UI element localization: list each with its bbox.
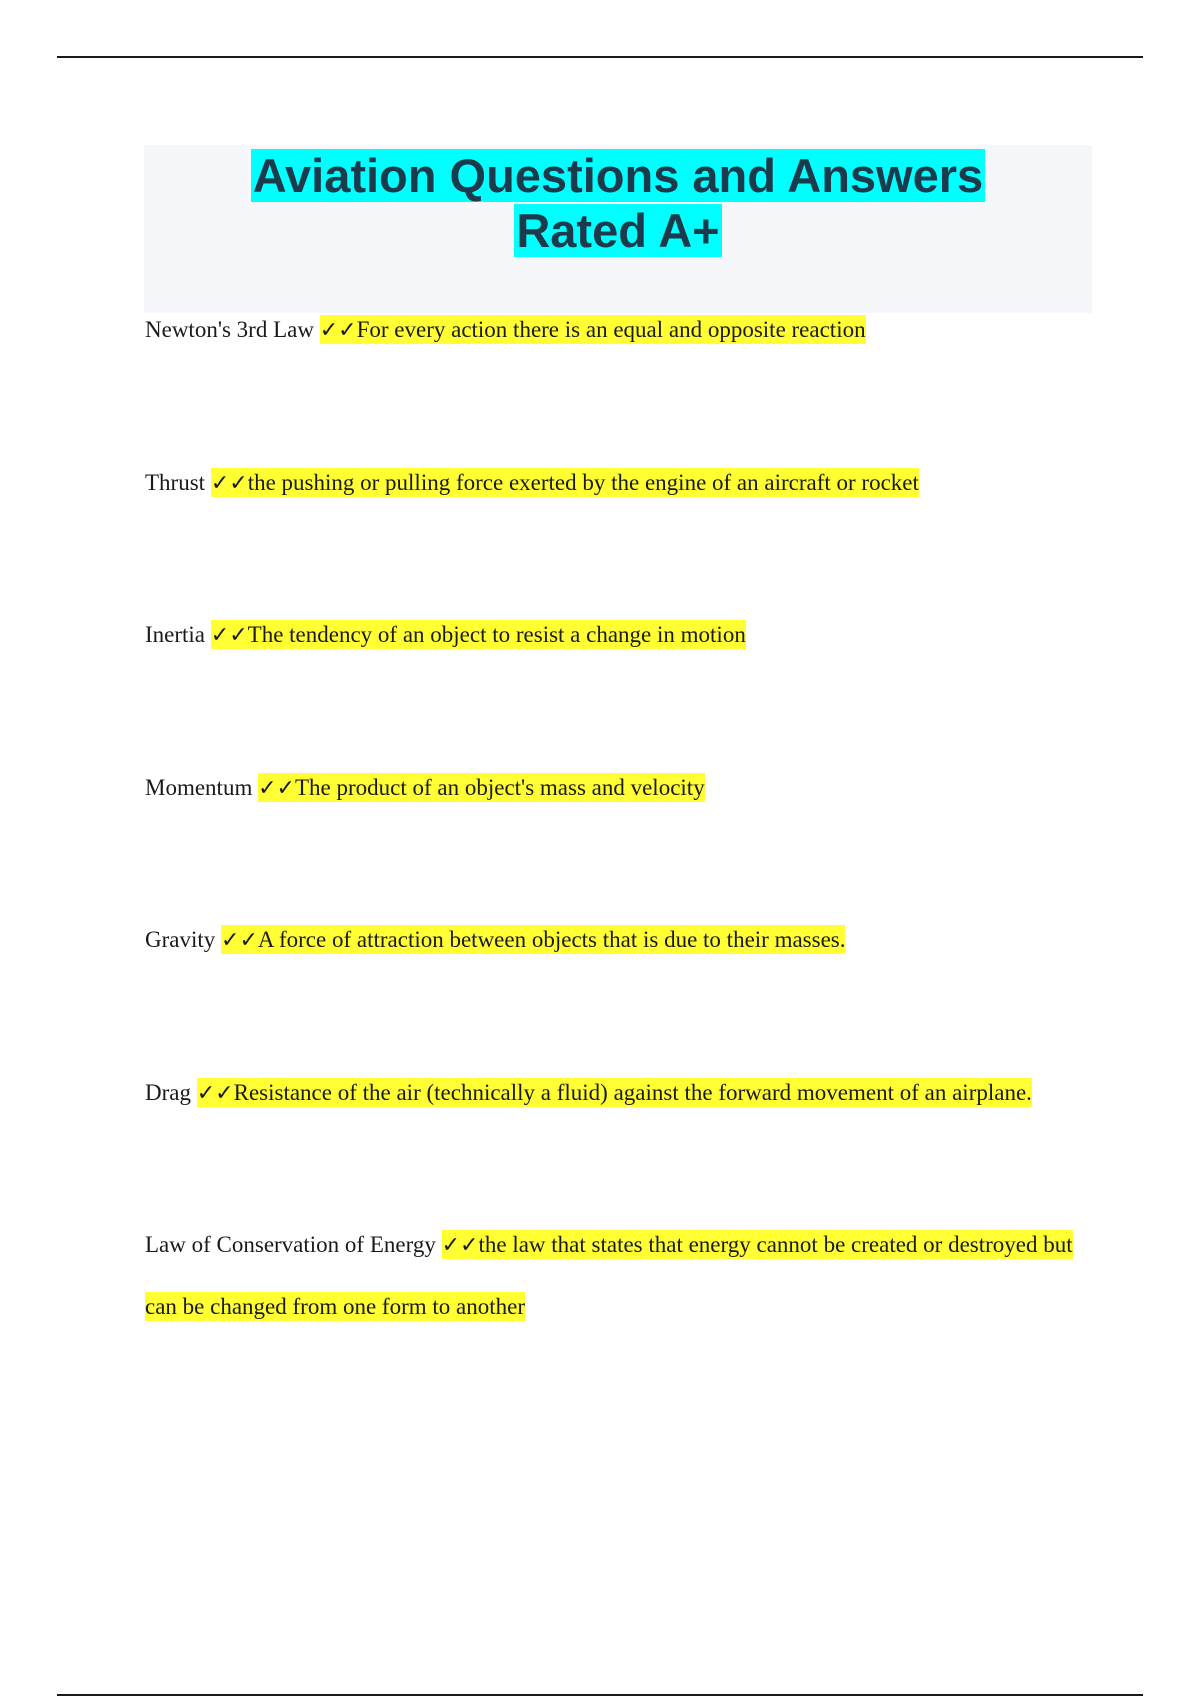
answer: For every action there is an equal and opposite reaction (356, 317, 866, 342)
answer: The tendency of an object to resist a change in motion (247, 622, 746, 647)
answer-highlight (320, 315, 866, 344)
qa-entry-newtons-3rd-law (145, 299, 1095, 361)
answer: The product of an object's mass and velocity (294, 775, 705, 800)
double-check-icon: ✓✓ (319, 318, 357, 343)
term: Momentum (145, 775, 253, 800)
answer-highlight (258, 773, 705, 802)
qa-entry-thrust (145, 452, 1095, 514)
answer: A force of attraction between objects that is due to their masses. (257, 927, 846, 952)
title-line-1: Aviation Questions and Answers (252, 149, 984, 202)
qa-entry-momentum (145, 757, 1095, 819)
top-rule (57, 56, 1143, 58)
answer: the pushing or pulling force exerted by the engine of an aircraft or rocket (247, 470, 919, 495)
document-title (144, 148, 1092, 258)
answer-highlight (197, 1078, 1032, 1107)
title-line-2: Rated A+ (516, 204, 720, 257)
qa-entry-conservation-of-energy (145, 1214, 1095, 1337)
qa-entry-gravity (145, 909, 1095, 971)
double-check-icon: ✓✓ (196, 1081, 234, 1106)
term: Law of Conservation of Energy (145, 1232, 436, 1257)
double-check-icon: ✓✓ (258, 776, 295, 801)
answer-highlight (211, 468, 919, 497)
answer-highlight (211, 620, 746, 649)
term: Thrust (145, 470, 206, 495)
answer: the law that states that energy cannot be created or destroyed but can be changed from one form to another (145, 1232, 1073, 1319)
qa-entry-inertia (145, 604, 1095, 666)
answer-highlight (221, 925, 845, 954)
double-check-icon: ✓✓ (210, 471, 248, 496)
double-check-icon: ✓✓ (221, 928, 258, 953)
term: Inertia (145, 622, 206, 647)
answer: Resistance of the air (technically a fluid) against the forward movement of an airplane. (233, 1080, 1032, 1105)
qa-entry-drag (145, 1062, 1095, 1124)
bottom-rule (57, 1694, 1143, 1696)
double-check-icon: ✓✓ (441, 1233, 479, 1258)
title-block (144, 145, 1092, 313)
term: Gravity (145, 927, 216, 952)
term: Drag (145, 1080, 191, 1105)
double-check-icon: ✓✓ (210, 623, 248, 648)
term: Newton's 3rd Law (145, 317, 314, 342)
